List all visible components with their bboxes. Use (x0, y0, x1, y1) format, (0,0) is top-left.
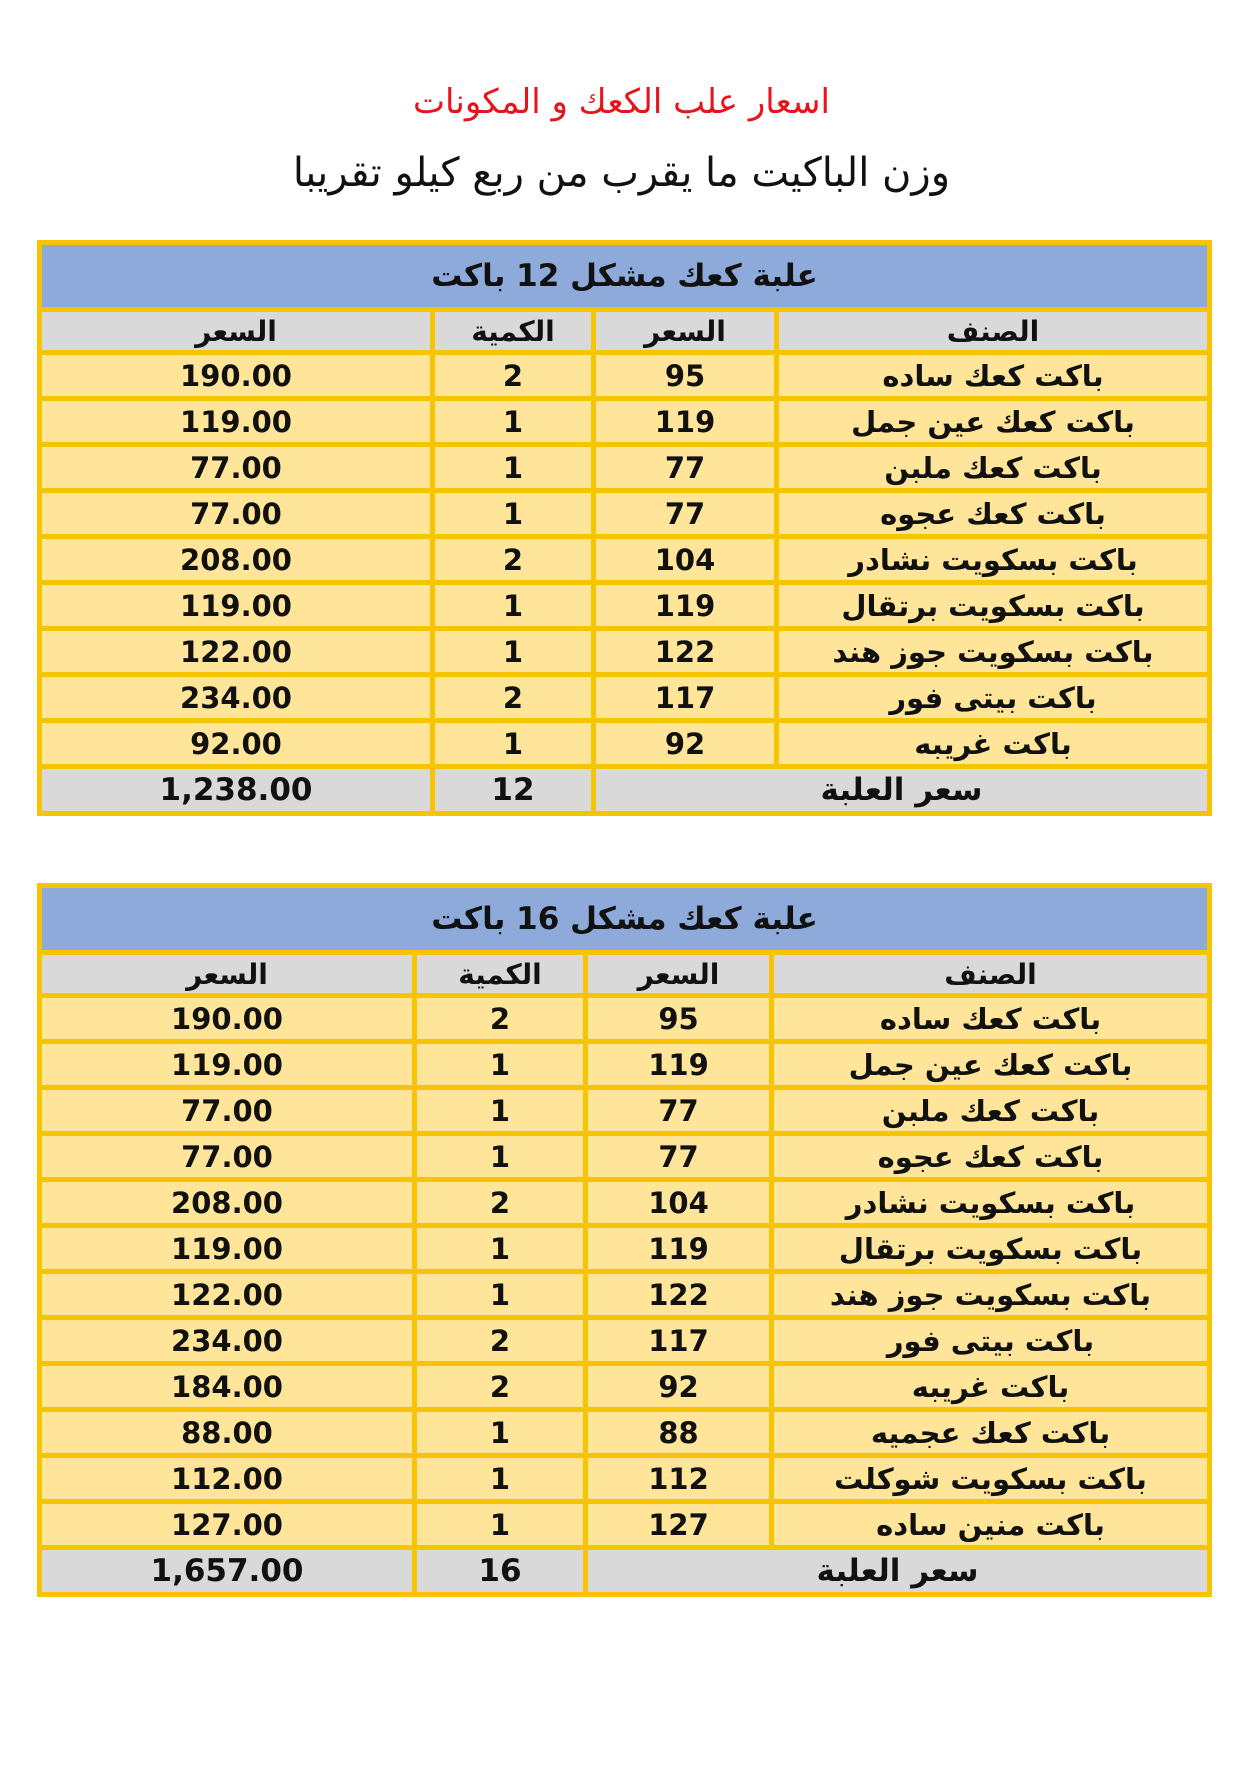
quantity: 1 (415, 1456, 586, 1502)
item-name: باكت كعك ساده (777, 353, 1210, 399)
table-row (40, 399, 1210, 445)
table-row (40, 1134, 1210, 1180)
box-price-label: سعر العلبة (594, 767, 1210, 814)
unit-price: 119 (586, 1226, 772, 1272)
table-row (40, 1180, 1210, 1226)
column-header-unit-price: السعر (594, 310, 777, 353)
line-total: 77.00 (40, 1134, 415, 1180)
item-name: باكت غريبه (772, 1364, 1210, 1410)
line-total: 127.00 (40, 1502, 415, 1548)
unit-price: 127 (586, 1502, 772, 1548)
quantity: 1 (433, 491, 594, 537)
total-qty: 12 (433, 767, 594, 814)
column-header-item: الصنف (772, 953, 1210, 996)
table-body (40, 996, 1210, 1548)
table-row (40, 996, 1210, 1042)
table-row (40, 1456, 1210, 1502)
unit-price: 119 (594, 399, 777, 445)
unit-price: 92 (586, 1364, 772, 1410)
line-total: 77.00 (40, 445, 433, 491)
line-total: 119.00 (40, 1226, 415, 1272)
quantity: 1 (433, 399, 594, 445)
column-header-qty: الكمية (415, 953, 586, 996)
table-row (40, 721, 1210, 767)
item-name: باكت بيتى فور (772, 1318, 1210, 1364)
item-name: باكت بسكويت نشادر (772, 1180, 1210, 1226)
unit-price: 117 (594, 675, 777, 721)
line-total: 122.00 (40, 629, 433, 675)
quantity: 2 (415, 1180, 586, 1226)
column-header-unit-price: السعر (586, 953, 772, 996)
unit-price: 122 (594, 629, 777, 675)
unit-price: 122 (586, 1272, 772, 1318)
column-header-item: الصنف (777, 310, 1210, 353)
quantity: 1 (433, 445, 594, 491)
line-total: 88.00 (40, 1410, 415, 1456)
quantity: 1 (415, 1088, 586, 1134)
table-row (40, 491, 1210, 537)
price-table-16 (37, 883, 1212, 1597)
item-name: باكت بسكويت برتقال (777, 583, 1210, 629)
page-title: اسعار علب الكعك و المكونات (413, 82, 830, 122)
quantity: 1 (415, 1134, 586, 1180)
table-row (40, 629, 1210, 675)
line-total: 190.00 (40, 353, 433, 399)
total-qty: 16 (415, 1548, 586, 1595)
line-total: 92.00 (40, 721, 433, 767)
line-total: 122.00 (40, 1272, 415, 1318)
unit-price: 77 (586, 1134, 772, 1180)
quantity: 2 (415, 996, 586, 1042)
quantity: 1 (433, 583, 594, 629)
line-total: 190.00 (40, 996, 415, 1042)
quantity: 2 (433, 675, 594, 721)
unit-price: 92 (594, 721, 777, 767)
quantity: 1 (415, 1042, 586, 1088)
item-name: باكت منين ساده (772, 1502, 1210, 1548)
quantity: 1 (415, 1272, 586, 1318)
unit-price: 119 (586, 1042, 772, 1088)
line-total: 77.00 (40, 1088, 415, 1134)
line-total: 208.00 (40, 1180, 415, 1226)
item-name: باكت غريبه (777, 721, 1210, 767)
item-name: باكت بسكويت جوز هند (772, 1272, 1210, 1318)
unit-price: 95 (586, 996, 772, 1042)
item-name: باكت كعك عجوه (777, 491, 1210, 537)
page-subtitle: وزن الباكيت ما يقرب من ربع كيلو تقريبا (292, 150, 951, 196)
line-total: 208.00 (40, 537, 433, 583)
line-total: 119.00 (40, 399, 433, 445)
total-price: 1,238.00 (40, 767, 433, 814)
quantity: 2 (433, 537, 594, 583)
column-header-total: السعر (40, 953, 415, 996)
line-total: 234.00 (40, 1318, 415, 1364)
quantity: 1 (433, 721, 594, 767)
price-table-12 (37, 240, 1212, 816)
table-row (40, 1088, 1210, 1134)
line-total: 234.00 (40, 675, 433, 721)
item-name: باكت كعك عجميه (772, 1410, 1210, 1456)
table-body (40, 353, 1210, 767)
table-title: علبة كعك مشكل 12 باكت (40, 243, 1210, 310)
unit-price: 119 (594, 583, 777, 629)
total-price: 1,657.00 (40, 1548, 415, 1595)
table-row (40, 675, 1210, 721)
quantity: 2 (415, 1318, 586, 1364)
table-row (40, 537, 1210, 583)
item-name: باكت كعك عجوه (772, 1134, 1210, 1180)
table-title: علبة كعك مشكل 16 باكت (40, 886, 1210, 953)
unit-price: 95 (594, 353, 777, 399)
table-row (40, 353, 1210, 399)
line-total: 119.00 (40, 1042, 415, 1088)
line-total: 77.00 (40, 491, 433, 537)
box-price-label: سعر العلبة (586, 1548, 1210, 1595)
quantity: 1 (415, 1410, 586, 1456)
item-name: باكت بسكويت شوكلت (772, 1456, 1210, 1502)
quantity: 1 (433, 629, 594, 675)
unit-price: 77 (594, 445, 777, 491)
unit-price: 112 (586, 1456, 772, 1502)
table-row (40, 1226, 1210, 1272)
unit-price: 117 (586, 1318, 772, 1364)
unit-price: 104 (594, 537, 777, 583)
column-header-total: السعر (40, 310, 433, 353)
item-name: باكت بسكويت جوز هند (777, 629, 1210, 675)
line-total: 184.00 (40, 1364, 415, 1410)
table-row (40, 1410, 1210, 1456)
item-name: باكت كعك ملبن (772, 1088, 1210, 1134)
table-row (40, 1272, 1210, 1318)
quantity: 2 (433, 353, 594, 399)
item-name: باكت كعك عين جمل (777, 399, 1210, 445)
table-row (40, 445, 1210, 491)
quantity: 2 (415, 1364, 586, 1410)
unit-price: 77 (586, 1088, 772, 1134)
column-header-qty: الكمية (433, 310, 594, 353)
quantity: 1 (415, 1226, 586, 1272)
item-name: باكت بيتى فور (777, 675, 1210, 721)
table-row (40, 1318, 1210, 1364)
unit-price: 77 (594, 491, 777, 537)
item-name: باكت كعك ملبن (777, 445, 1210, 491)
unit-price: 104 (586, 1180, 772, 1226)
item-name: باكت بسكويت برتقال (772, 1226, 1210, 1272)
table-row (40, 1364, 1210, 1410)
table-row (40, 583, 1210, 629)
item-name: باكت بسكويت نشادر (777, 537, 1210, 583)
item-name: باكت كعك عين جمل (772, 1042, 1210, 1088)
unit-price: 88 (586, 1410, 772, 1456)
item-name: باكت كعك ساده (772, 996, 1210, 1042)
table-row (40, 1502, 1210, 1548)
table-row (40, 1042, 1210, 1088)
line-total: 112.00 (40, 1456, 415, 1502)
quantity: 1 (415, 1502, 586, 1548)
line-total: 119.00 (40, 583, 433, 629)
